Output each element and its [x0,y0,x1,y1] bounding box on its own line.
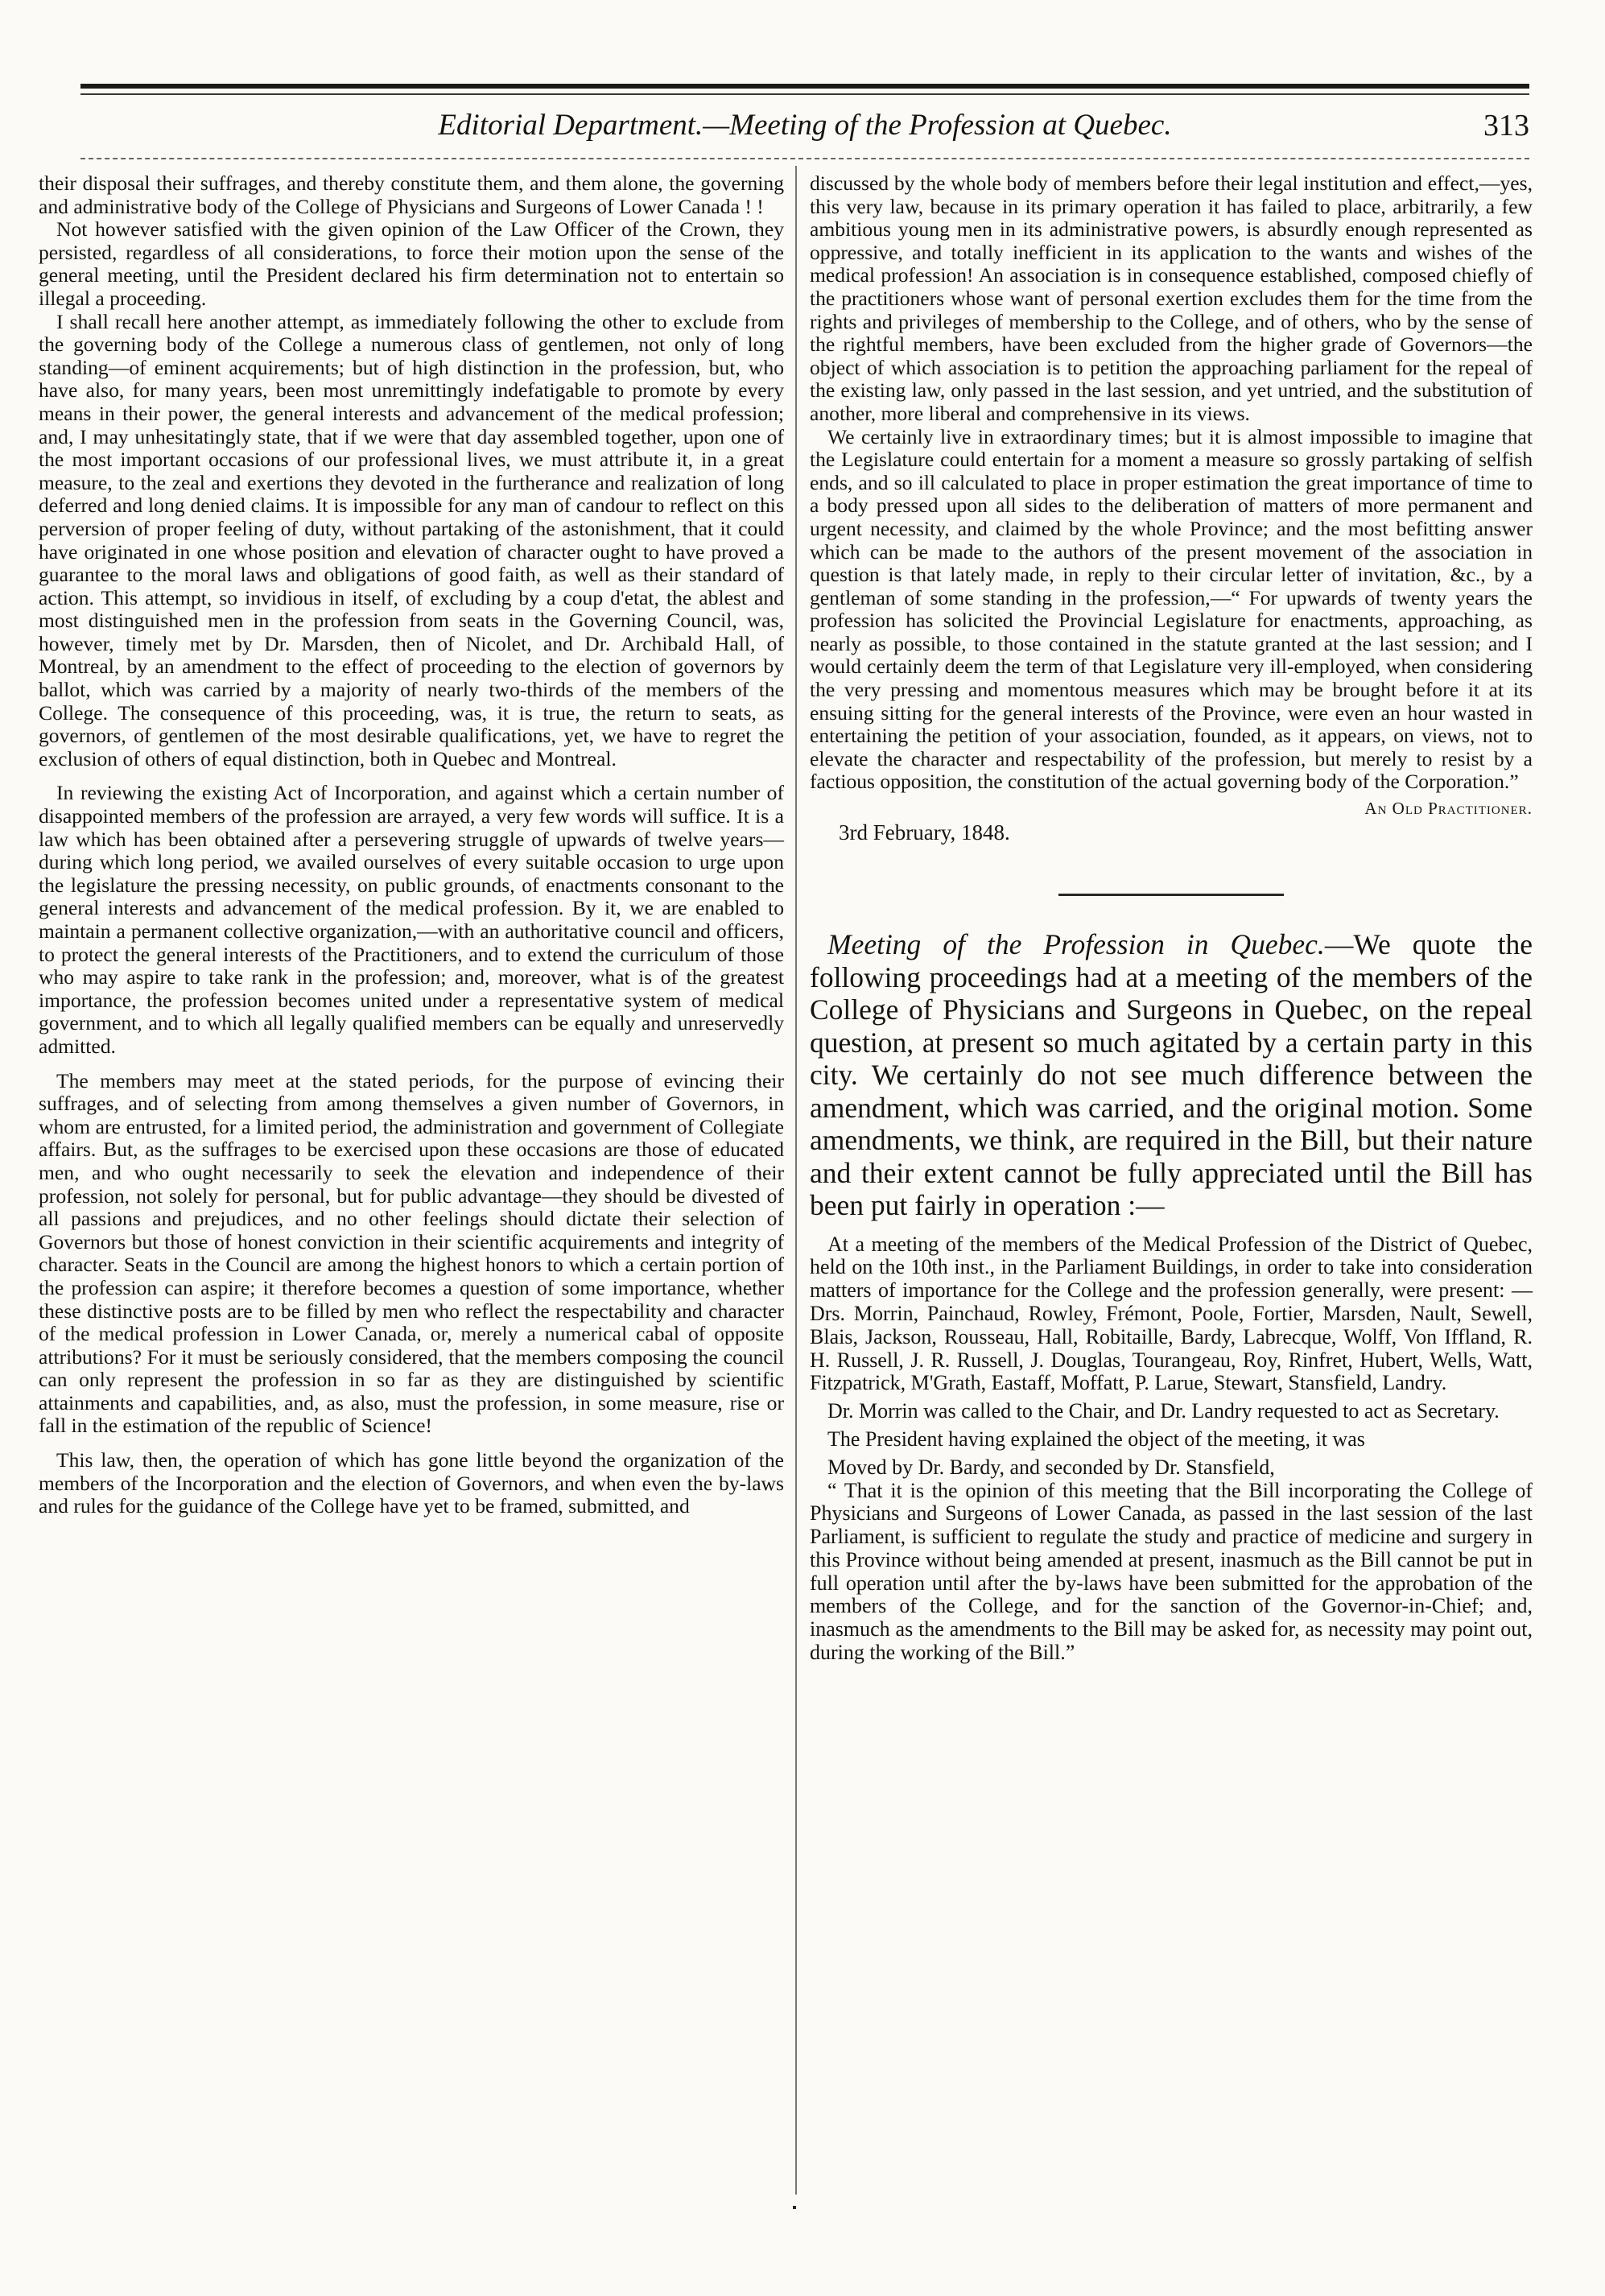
paragraph: At a meeting of the members of the Medical Profession of the District of Quebec, held on the 10th inst., in the Parliament Buildings, in order to take into consideration matters of importance for the College and the profession generally, were present: —Drs. Morrin, Painchaud, Rowley, Frémont, Poole, Fortier, Marsden, Nault, Sewell, Blais, Jackson, Rousseau, Hall, Robitaille, Bardy, Labrecque, Wolff, Von Iffland, R. H. Russell, J. R. Russell, J. Douglas, Tourangeau, Roy, Rinfret, Hubert, Wells, Watt, Fitzpatrick, M'Grath, Eastaff, Moffatt, P. Larue, Stewart, Stansfield, Landry. [810,1232,1533,1395]
footer-mark [793,2206,796,2209]
paragraph: The members may meet at the stated periods, for the purpose of evincing their suffrages, and of selecting from among themselves a given number of Governors, in whom are entrusted, for a limited period, the administration and government of Collegiate affairs. But, as the suffrages to be exercised upon these occasions are those of educated men, and who ought necessarily to seek the elevation and independence of their profession, not solely for personal, but for public advantage—they should be divested of all passions and prejudices, and no other feelings should dictate their selection of Governors but those of honest conviction in their scientific acquirements and integrity of character. Seats in the Council are among the highest honors to which a certain portion of the profession can aspire; it therefore becomes a question of some importance, whether these distinctive posts are to be filled by men who reflect the respectability and character of the medical profession in Lower Canada, or, merely a numerical cabal of opposite attributions? For it must be seriously considered, that the members composing the council can only represent the profession in so far as they are distinguished by scientific attainments and capabilities, and, as also, must the profession, in some measure, rise or fall in the estimation of the republic of Science! [39,1068,784,1438]
paragraph: their disposal their suffrages, and thereby constitute them, and them alone, the governing and administrative body of the College of Physicians and Surgeons of Lower Canada ! ! [39,171,784,218]
right-column [810,172,1533,1665]
paragraph: We certainly live in extraordinary times; but it is almost impossible to imagine that the Legislature could entertain for a moment a measure so grossly partaking of selfish ends, and so ill calculated to place in proper estimation the great importance of time to a body pressed upon all sides to the deliberation of matters of more permanent and urgent necessity, and claimed by the whole Province; and the most befitting answer which can be made to the authors of the present movement of the association in question is that lately made, in reply to their circular letter of invitation, &c., by a gentleman of some standing in the profession,—“ For upwards of twenty years the profession has solicited the Provincial Legislature for enactments, approaching, as nearly as possible, to those contained in the statute granted at the last session; and I would certainly deem the term of that Legislature very ill-employed, when considering the very pressing and momentous measures which may be brought before it at its ensuing sitting for the general interests of the Province, were even an hour wasted in entertaining the petition of your association, founded, as it appears, on views, not to elevate the character and respectability of the profession, but merely to resist by a factious opposition, the constitution of the actual governing body of the Corporation.” [810,424,1533,794]
dateline: 3rd February, 1848. [839,820,1010,845]
top-rule [80,84,1529,89]
paragraph: The President having explained the object of the meeting, it was [827,1427,1365,1451]
section-divider [1058,894,1284,896]
section-heading: Meeting of the Profession in Quebec. [827,928,1325,961]
meeting-intro-block [810,928,1533,1222]
paragraph: “ That it is the opinion of this meeting that the Bill incorporating the College of Physicians and Surgeons of Lower Canada, as passed in the last session of the last Parliament, is sufficient to regulate the study and practice of medicine and surgery in this Province without being amended at present, inasmuch as the Bill cannot be put in full operation until after the by-laws have been submitted for the approbation of the members of the College, and for the sanction of the Governor-in-Chief; and, inasmuch as the amendments to the Bill may be asked for, as necessity may point out, during the working of the Bill.” [810,1478,1533,1665]
left-column [39,172,784,1518]
top-rule-thin [80,93,1529,95]
meeting-minutes [810,1233,1533,1665]
paragraph: discussed by the whole body of members before their legal institution and effect,—yes, this very law, because in its primary operation it has failed to place, arbitrarily, a few ambitious young men in its administrative powers, is absurdly enough represented as oppressive, and totally inefficient in its application to the wants and wishes of the medical profession! An association is in consequence established, composed chiefly of the practitioners whose want of personal exertion excludes them for the time from the rights and privileges of membership to the College, and of others, who by the sense of the rightful members, have been excluded from the higher grade of Governors—the object of which association is to petition the approaching parliament for the repeal of the existing law, only passed in the last session, and yet untried, and the substitution of another, more liberal and comprehensive in its views. [810,171,1533,425]
running-head: Editorial Department.—Meeting of the Profession at Quebec. [438,109,1172,142]
paragraph: This law, then, the operation of which has gone little beyond the organization of the members of the Incorporation and the election of Governors, and when even the by-laws and rules for the guidance of the College have yet to be framed, submitted, and [39,1448,784,1518]
paragraph: I shall recall here another attempt, as immediately following the other to exclude from the governing body of the College a numerous class of gentlemen, not only of long standing—of eminent acquirements; but of high distinction in the profession, but, who have also, for many years, been most unremittingly indefatigable to promote by every means in their power, the general interests and advancement of the medical profession; and, I may unhesitatingly state, that if we were that day assembled together, upon one of the most important occasions of our professional lives, we must attribute it, in a great measure, to the zeal and exertions they devoted in the furtherance and realization of long deferred and long denied claims. It is impossible for any man of candour to reflect on this perversion of proper feeling of duty, without partaking of the astonishment, that it could have originated in one whose position and elevation of character ought to have proved a guarantee to the moral laws and obligations of good faith, as well as their standard of action. This attempt, so invidious in itself, of excluding by a coup d'etat, the ablest and most distinguished men in the profession from seats in the Governing Council, was, however, timely met by Dr. Marsden, then of Nicolet, and Dr. Archibald Hall, of Montreal, by an amendment to the effect of proceeding to the election of governors by ballot, which was carried by a majority of nearly two-thirds of the members of the College. The consequence of this proceeding, was, it is true, the return to seats, as governors, of gentlemen of the most desirable qualifications, yet, we have to regret the exclusion of others of equal distinction, both in Quebec and Montreal. [39,309,784,770]
header-rule [80,158,1529,159]
signature: An Old Practitioner. [1364,799,1533,819]
page-number: 313 [1483,109,1529,142]
page-header [80,108,1529,153]
paragraph: Moved by Dr. Bardy, and seconded by Dr. Stansfield, [827,1455,1275,1479]
intro-text: —We quote the following proceedings had at a meeting of the members of the College of Physicians and Surgeons in Quebec, on the repeal question, at present so much agitated by a certain party in this city. We certainly do not see much difference between the amendment, which was carried, and the original motion. Some amendments, we think, are required in the Bill, but their nature and their extent cannot be fully appreciated until the Bill has been put fairly in operation :— [810,928,1533,1222]
paragraph: Dr. Morrin was called to the Chair, and Dr. Landry requested to act as Secretary. [827,1399,1500,1423]
paragraph: Not however satisfied with the given opinion of the Law Officer of the Crown, they persisted, regardless of all considerations, to force their motion upon the sense of the general meeting, until the President declared his firm determination not to entertain so illegal a proceeding. [39,217,784,310]
paragraph: In reviewing the existing Act of Incorporation, and against which a certain number of disappointed members of the profession are arrayed, a very few words will suffice. It is a law which has been obtained after a persevering struggle of upwards of twelve years—during which long period, we availed ourselves of every suitable occasion to urge upon the legislature the pressing necessity, on public grounds, of enactments consonant to the general interests and advancement of the medical profession. By it, we are enabled to maintain a permanent collective organization,—with an authoritative council and officers, to protect the general interests of the Practitioners, and to extend the curriculum of those who may aspire to take rank in the profession; and, moreover, what is of the greatest importance, the profession becomes united under a representative system of medical government, and to which all legally qualified members can be equally and unreservedly admitted. [39,781,784,1058]
column-divider [795,166,797,2195]
